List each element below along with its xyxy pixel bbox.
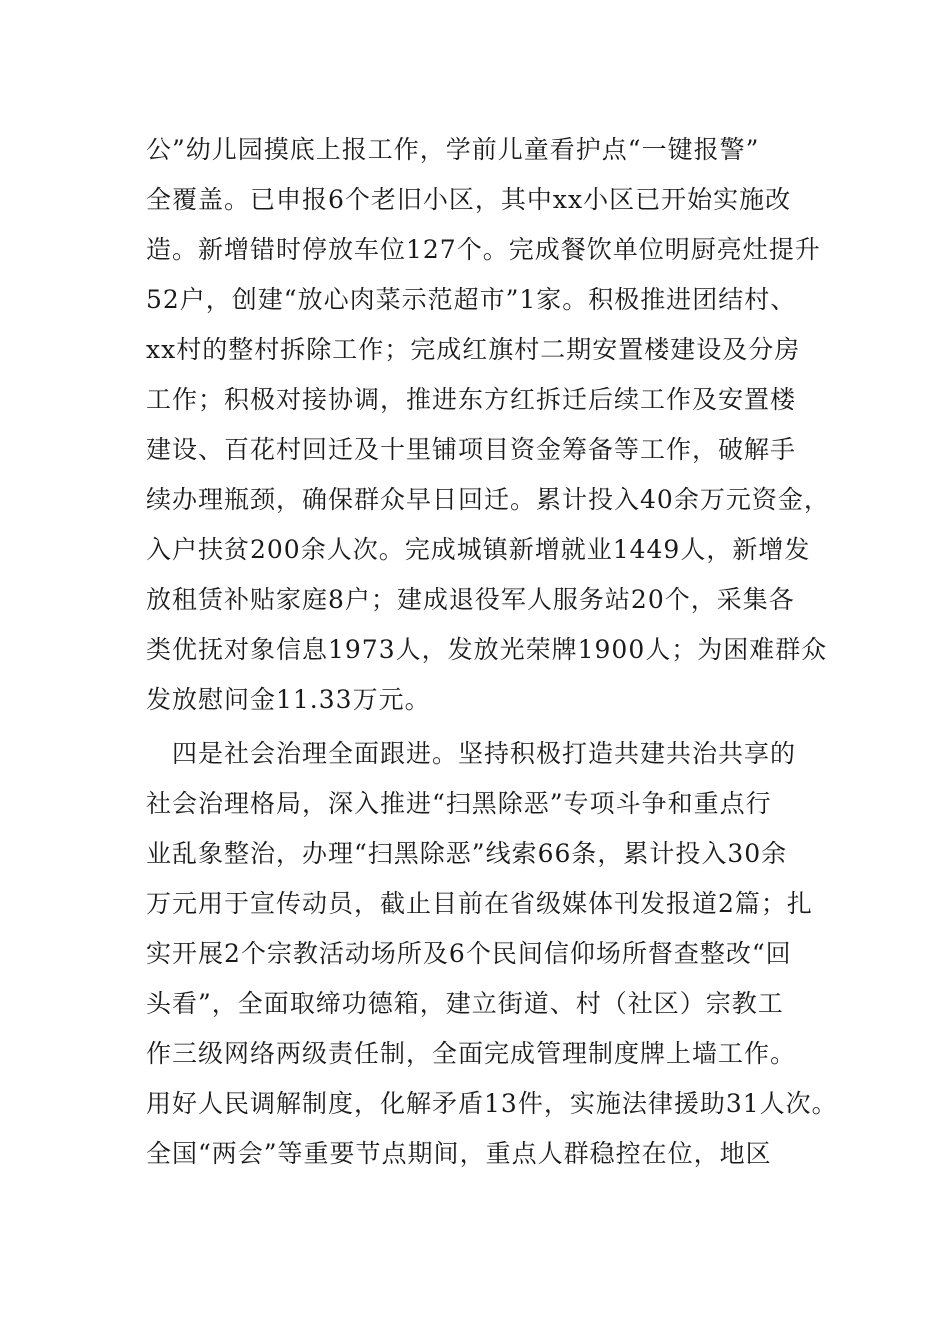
text-line: xx村的整村拆除工作；完成红旗村二期安置楼建设及分房 [146,335,801,364]
text-line: 发放慰问金11.33万元。 [146,685,431,714]
paragraph-continuation [146,125,830,725]
text-line: 全覆盖。已申报6个老旧小区，其中xx小区已开始实施改 [146,185,792,214]
text-line: 入户扶贫200余人次。完成城镇新增就业1449人，新增发 [146,535,811,564]
paragraph-social-governance [146,729,838,1179]
text-line: 造。新增错时停放车位127个。完成餐饮单位明厨亮灶提升 [146,235,821,264]
text-line: 类优抚对象信息1973人，发放光荣牌1900人；为困难群众 [146,635,828,664]
text-line: 用好人民调解制度，化解矛盾13件，实施法律援助31人次。 [146,1089,838,1118]
text-line: 作三级网络两级责任制，全面完成管理制度牌上墙工作。 [146,1039,797,1068]
text-line: 万元用于宣传动员，截止目前在省级媒体刊发报道2篇；扎 [146,889,813,918]
text-line: 社会治理格局，深入推进“扫黑除恶”专项斗争和重点行 [146,789,772,818]
text-line: 头看”，全面取缔功德箱，建立街道、村（社区）宗教工 [146,989,784,1018]
text-line: 公”幼儿园摸底上报工作，学前儿童看护点“一键报警” [146,135,760,164]
text-line: 放租赁补贴家庭8户；建成退役军人服务站20个，采集各 [146,585,795,614]
text-line: 建设、百花村回迁及十里铺项目资金筹备等工作，破解手 [146,435,797,464]
text-line: 四是社会治理全面跟进。坚持积极打造共建共治共享的 [146,739,797,768]
text-line: 实开展2个宗教活动场所及6个民间信仰场所督查整改“回 [146,939,792,968]
text-line: 全国“两会”等重要节点期间，重点人群稳控在位，地区 [146,1139,772,1168]
text-line: 业乱象整治，办理“扫黑除恶”线索66条，累计投入30余 [146,839,788,868]
text-line: 续办理瓶颈，确保群众早日回迁。累计投入40余万元资金， [146,485,830,514]
text-line: 52户，创建“放心肉菜示范超市”1家。积极推进团结村、 [146,285,797,314]
text-line: 工作；积极对接协调，推进东方红拆迁后续工作及安置楼 [146,385,797,414]
